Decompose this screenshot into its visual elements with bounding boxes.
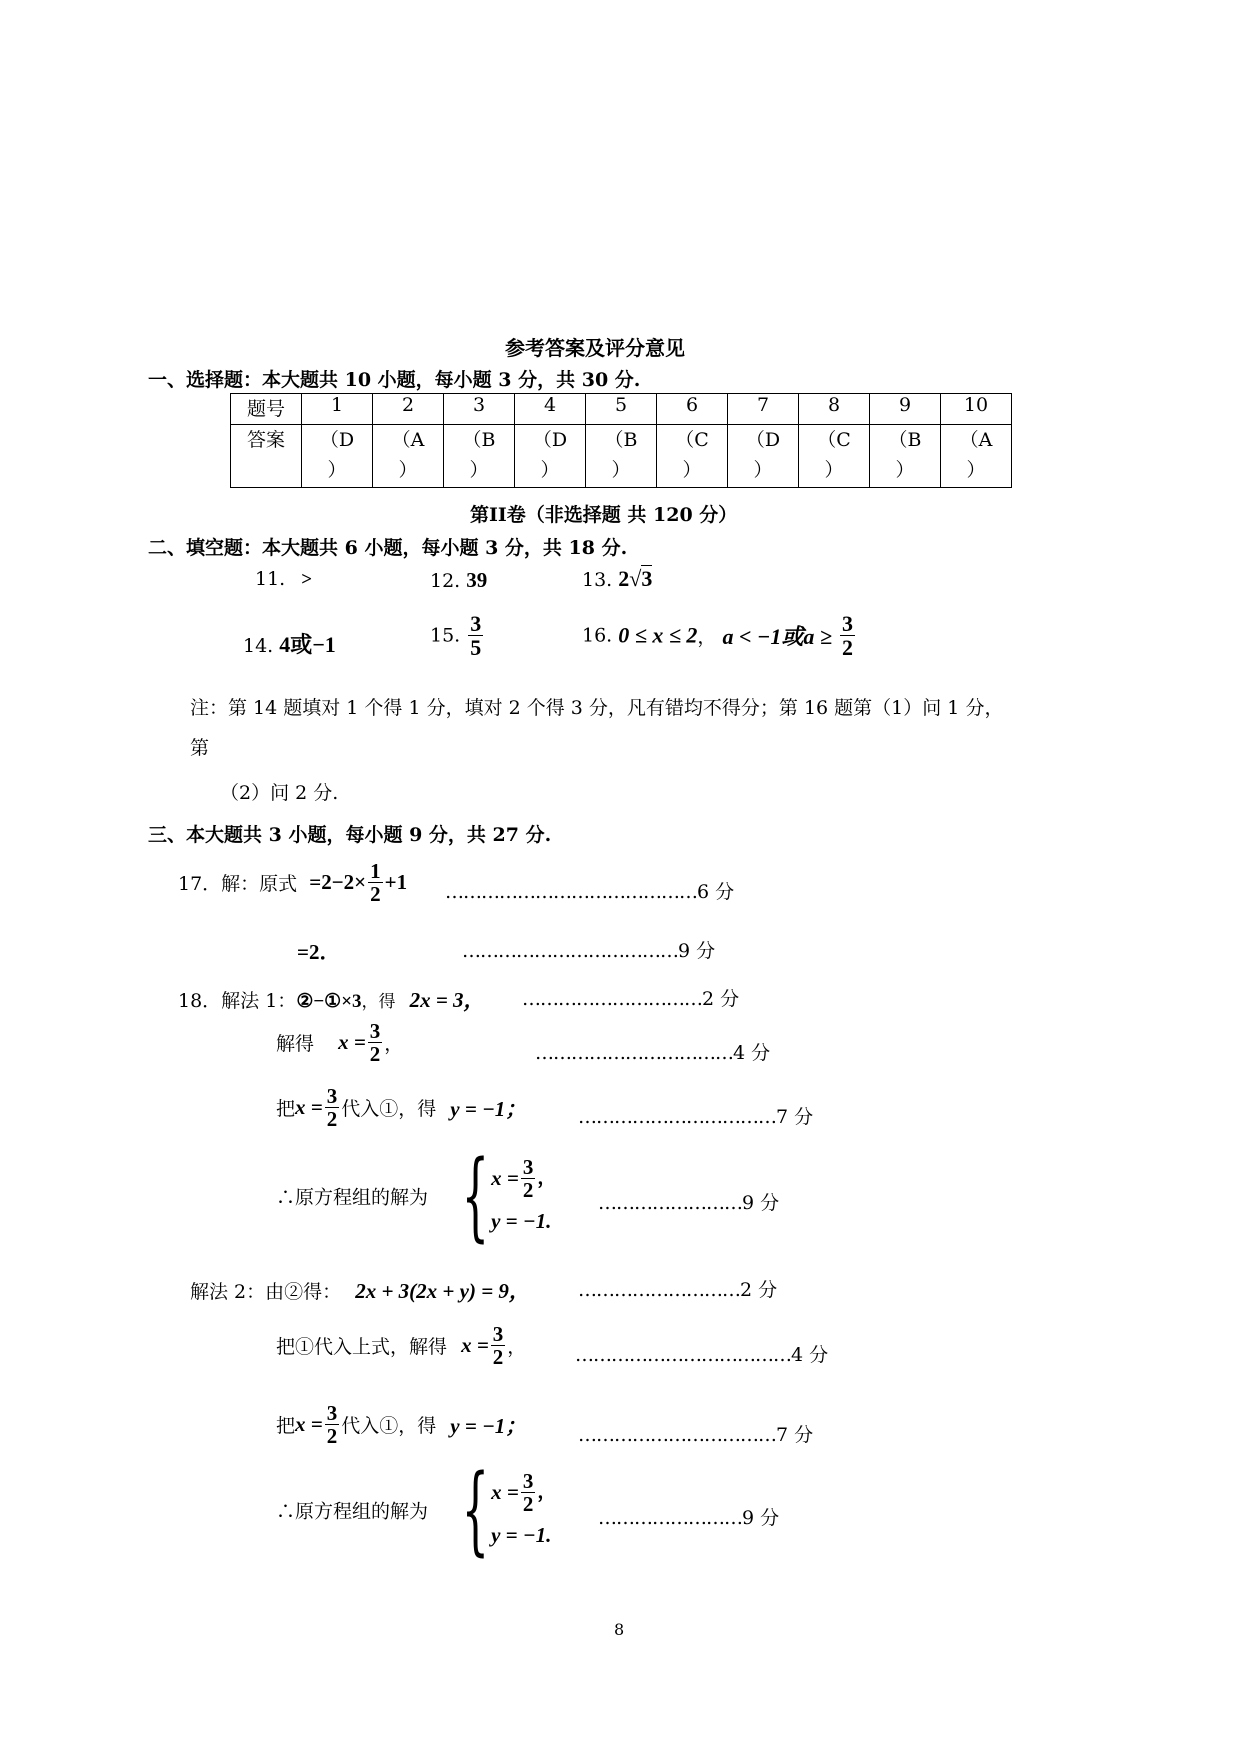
answer-open: （B <box>604 429 638 451</box>
step-math: y = −1. <box>491 1208 552 1233</box>
note-line-1: 注：第 14 题填对 1 个得 1 分，填对 2 个得 3 分，凡有错均不得分；第 16 题第（1）问 1 分， <box>190 697 1004 719</box>
numerator: 1 <box>370 859 381 883</box>
answer-close: ） <box>469 459 489 481</box>
leader-dots: …………………………… <box>578 1424 776 1446</box>
table-cell <box>870 425 941 488</box>
q17-expr-tail: +1 <box>384 870 408 895</box>
left-brace-icon: { <box>461 1140 490 1252</box>
q18-step3 <box>276 1085 526 1130</box>
q16 <box>582 612 857 659</box>
answer-open: （A <box>391 429 425 451</box>
answer-open: （A <box>959 429 993 451</box>
q18-label: 18．解法 1： <box>178 990 297 1012</box>
table-cell: 7 <box>728 394 799 425</box>
step-text: 由②得： <box>265 1281 342 1303</box>
score: 7 分 <box>776 1106 814 1128</box>
answer-open: （B <box>888 429 922 451</box>
table-cell <box>799 425 870 488</box>
table-cell: 6 <box>657 394 728 425</box>
table-cell <box>515 425 586 488</box>
sqrt-icon: √ <box>629 566 642 591</box>
leader-dots: ……………………… <box>578 1279 740 1301</box>
step-fraction <box>325 1085 340 1130</box>
m2-label: 解法 2： <box>190 1281 266 1303</box>
q18-de: ，得 <box>361 992 396 1012</box>
q18-score-3 <box>578 1102 813 1129</box>
step-comma: ， <box>507 1336 527 1359</box>
q18-step4 <box>276 1140 557 1252</box>
q12-number: 12. <box>430 570 461 592</box>
m2-score-2 <box>575 1340 828 1367</box>
score: 6 分 <box>697 881 735 903</box>
q12 <box>430 568 487 593</box>
m2-step4 <box>276 1454 557 1566</box>
answer-open: （D <box>532 429 568 451</box>
q11-number: 11. <box>255 568 286 590</box>
step-math: 2x + 3(2x + y) = 9， <box>355 1279 530 1303</box>
numerator: 3 <box>492 1322 504 1346</box>
leader-dots: …………………… <box>598 1192 742 1214</box>
step-math: x = <box>295 1412 323 1437</box>
q18-op: ②−①×3 <box>296 991 362 1012</box>
q15-number: 15. <box>430 624 461 647</box>
step-fraction <box>368 1020 383 1065</box>
table-cell: 1 <box>302 394 373 425</box>
q13-radicand: 3 <box>641 566 653 591</box>
q18-score-1 <box>522 984 739 1011</box>
q17-score-2 <box>462 936 715 963</box>
q13-number: 13. <box>582 569 613 591</box>
table-cell: 4 <box>515 394 586 425</box>
q17-line1 <box>178 860 407 905</box>
step-text: ∴原方程组的解为 <box>276 1186 429 1209</box>
numerator: 3 <box>326 1084 338 1108</box>
step-math: x = <box>491 1479 519 1504</box>
answer-open: （C <box>817 429 851 451</box>
step-math: y = −1； <box>450 1096 527 1121</box>
denominator: 2 <box>369 1042 381 1067</box>
q17-label: 17．解：原式 <box>178 873 298 896</box>
m2-step1 <box>190 1275 530 1305</box>
answer-close: ） <box>540 459 560 481</box>
q13-coef: 2 <box>618 566 630 591</box>
leader-dots: …………………………… <box>578 1106 776 1128</box>
answer-close: ） <box>398 459 418 481</box>
q18-step2 <box>276 1020 403 1065</box>
score: 9 分 <box>742 1192 780 1214</box>
leader-dots: …………………………… <box>535 1042 733 1064</box>
step-math: x = <box>295 1095 323 1120</box>
table-cell <box>444 425 515 488</box>
step-math: x = <box>338 1030 366 1055</box>
table-cell: 5 <box>586 394 657 425</box>
table-cell: 3 <box>444 394 515 425</box>
numerator: 3 <box>841 611 853 636</box>
m2-score-4 <box>598 1503 779 1530</box>
q18-step1 <box>178 984 485 1014</box>
q13 <box>582 566 652 592</box>
step-comma: ， <box>537 1481 557 1502</box>
q16-part1: 0 ≤ x ≤ 2 <box>618 622 698 648</box>
q17-expr: =2−2× <box>309 870 367 895</box>
step-text: 代入①，得 <box>341 1415 437 1438</box>
score: 9 分 <box>742 1507 780 1529</box>
denominator: 2 <box>326 1424 338 1449</box>
leader-dots: …………………… <box>598 1507 742 1529</box>
table-cell: 9 <box>870 394 941 425</box>
answer-open: （B <box>462 429 496 451</box>
q16-part2: a < −1或a ≥ <box>722 624 832 650</box>
part1-heading: 一、选择题：本大题共 10 小题，每小题 3 分，共 30 分. <box>148 369 641 391</box>
step-text: 代入①，得 <box>341 1098 437 1121</box>
leader-dots: …………………………………… <box>445 881 697 903</box>
q16-sep: ， <box>697 626 717 649</box>
q12-answer: 39 <box>466 568 488 592</box>
answer-open: （C <box>675 429 709 451</box>
part2-heading: 二、填空题：本大题共 6 小题，每小题 3 分，共 18 分. <box>148 537 628 559</box>
table-cell <box>302 425 373 488</box>
denominator: 2 <box>492 1345 504 1370</box>
answer-close: ） <box>327 459 347 481</box>
table-cell <box>373 425 444 488</box>
step-math: y = −1； <box>450 1413 527 1438</box>
numerator: 3 <box>326 1401 338 1425</box>
answer-open: （D <box>745 429 781 451</box>
q17-fraction <box>368 860 383 905</box>
denominator: 2 <box>370 882 381 907</box>
step-comma: ， <box>384 1033 404 1056</box>
equation-system <box>491 1156 556 1236</box>
m2-score-1 <box>578 1275 777 1302</box>
denominator: 2 <box>841 635 853 661</box>
table-cell <box>941 425 1012 488</box>
part2-title: 第II卷（非选择题 共 120 分） <box>470 504 738 526</box>
q11-answer: > <box>301 569 313 590</box>
table-cell: 10 <box>941 394 1012 425</box>
answer-close: ） <box>753 459 773 481</box>
step-comma: ， <box>537 1167 557 1188</box>
step-text: 把①代入上式，解得 <box>276 1336 448 1359</box>
table-row <box>231 394 1012 425</box>
step-fraction <box>325 1402 340 1447</box>
step-fraction <box>521 1470 536 1515</box>
score: 2 分 <box>702 988 740 1010</box>
q15 <box>430 612 485 659</box>
answer-table <box>230 393 1012 488</box>
numerator: 3 <box>522 1468 534 1493</box>
m2-step3 <box>276 1402 526 1447</box>
m2-score-3 <box>578 1420 813 1447</box>
q18-eq: 2x = 3， <box>409 988 485 1012</box>
step-text: 把 <box>276 1415 296 1438</box>
table-header: 答案 <box>231 425 302 488</box>
q14-answer: 4或−1 <box>279 632 336 657</box>
answer-close: ） <box>682 459 702 481</box>
q15-fraction <box>468 612 483 659</box>
step-text: ∴原方程组的解为 <box>276 1500 429 1523</box>
left-brace-icon: { <box>461 1454 490 1566</box>
page-number: 8 <box>614 1620 625 1639</box>
table-row <box>231 425 1012 488</box>
table-cell <box>657 425 728 488</box>
answer-open: （D <box>319 429 355 451</box>
doc-title: 参考答案及评分意见 <box>505 336 685 360</box>
answer-close: ） <box>824 459 844 481</box>
denominator: 2 <box>522 1491 534 1516</box>
numerator: 3 <box>369 1019 381 1043</box>
note-line-3: （2）问 2 分. <box>220 782 339 804</box>
step-text: 解得 <box>276 1033 315 1056</box>
step-text: 把 <box>276 1098 296 1121</box>
equation-system <box>491 1470 556 1550</box>
leader-dots: ……………………………… <box>462 940 678 962</box>
table-cell: 8 <box>799 394 870 425</box>
q16-number: 16. <box>582 624 613 647</box>
part3-heading: 三、本大题共 3 小题，每小题 9 分，共 27 分. <box>148 824 552 846</box>
step-fraction <box>491 1323 506 1368</box>
answer-close: ） <box>895 459 915 481</box>
step-math: x = <box>491 1165 519 1190</box>
leader-dots: ……………………………… <box>575 1344 791 1366</box>
q17-line2: =2． <box>297 940 341 964</box>
numerator: 3 <box>470 611 482 636</box>
score: 2 分 <box>740 1279 778 1301</box>
note-line-2: 第 <box>190 737 210 759</box>
answer-close: ） <box>966 459 986 481</box>
score: 9 分 <box>678 940 716 962</box>
denominator: 2 <box>522 1177 534 1202</box>
score: 4 分 <box>733 1042 771 1064</box>
table-cell <box>728 425 799 488</box>
step-fraction <box>521 1156 536 1201</box>
q17-score-1 <box>445 877 734 904</box>
answer-close: ） <box>611 459 631 481</box>
m2-step2 <box>276 1323 526 1368</box>
table-cell: 2 <box>373 394 444 425</box>
table-header: 题号 <box>231 394 302 425</box>
q18-score-4 <box>598 1188 779 1215</box>
score: 4 分 <box>791 1344 829 1366</box>
q14-number: 14. <box>243 635 274 657</box>
q14 <box>243 628 336 659</box>
step-math: y = −1. <box>491 1522 552 1547</box>
denominator: 2 <box>326 1107 338 1132</box>
q16-fraction <box>840 612 855 659</box>
table-cell <box>586 425 657 488</box>
q11 <box>255 568 312 591</box>
denominator: 5 <box>470 635 482 661</box>
step-math: x = <box>461 1333 489 1358</box>
leader-dots: ………………………… <box>522 988 702 1010</box>
q18-score-2 <box>535 1038 770 1065</box>
numerator: 3 <box>522 1154 534 1179</box>
score: 7 分 <box>776 1424 814 1446</box>
